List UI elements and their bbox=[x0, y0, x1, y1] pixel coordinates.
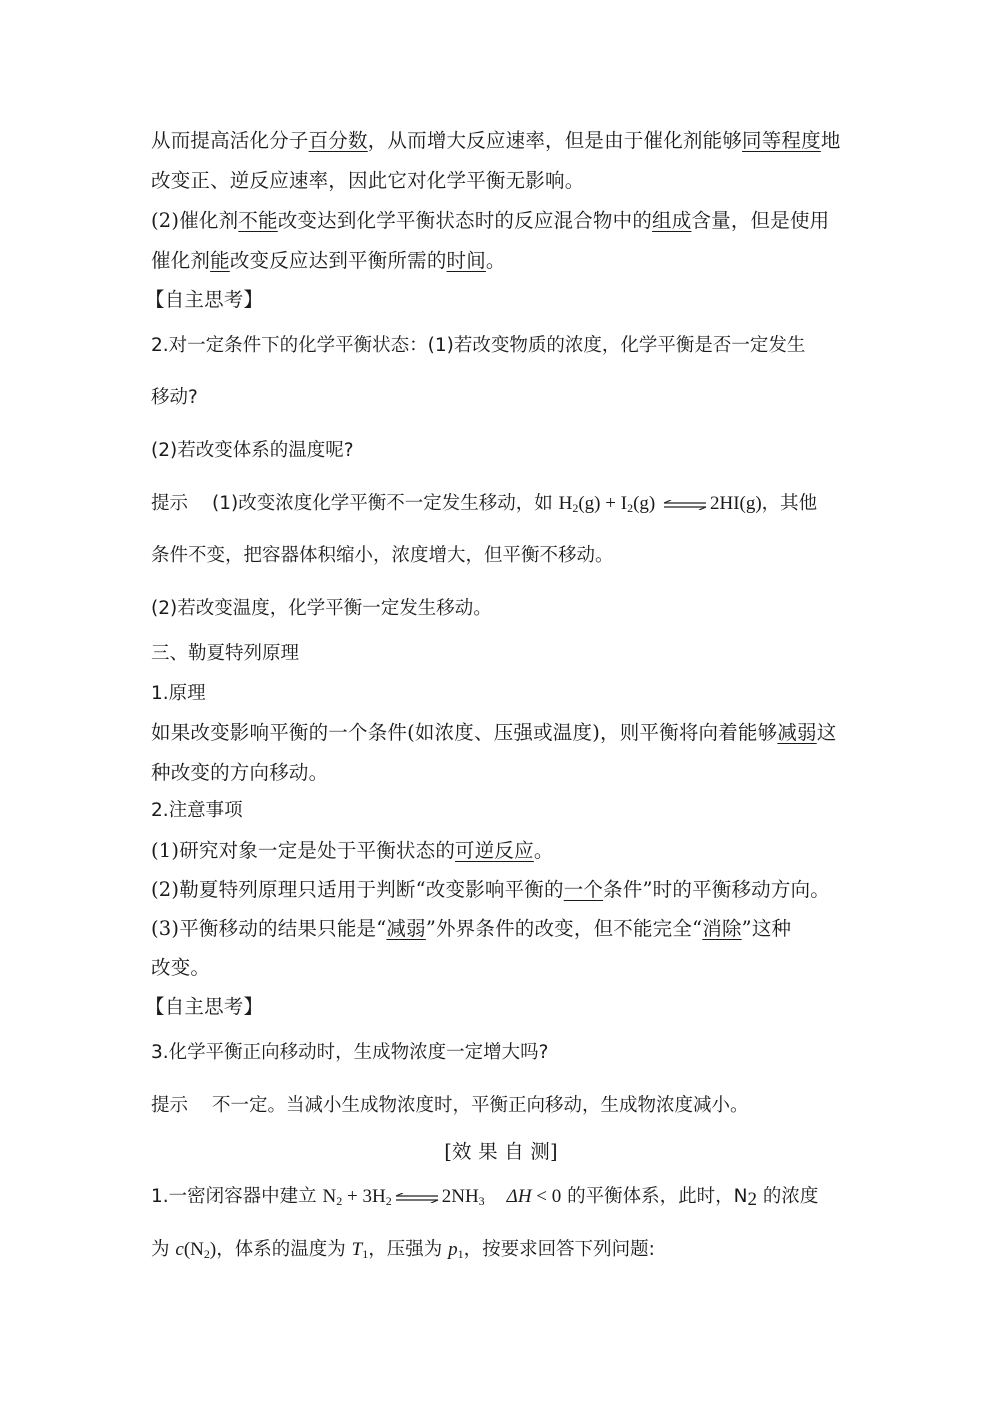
section-title: 三、勒夏特列原理 bbox=[151, 643, 300, 664]
hint-label: 提示 bbox=[151, 493, 189, 514]
think-heading: 【自主思考】 bbox=[145, 995, 264, 1018]
underlined-term: 组成 bbox=[652, 209, 692, 232]
question-2-line: (2)若改变体系的温度呢? bbox=[151, 440, 354, 461]
text-line bbox=[151, 128, 851, 154]
text: ”外界条件的改变，但不能完全“ bbox=[425, 917, 703, 940]
underlined-term: 能 bbox=[210, 249, 230, 272]
text: 条件”时的平衡移动方向。 bbox=[603, 878, 830, 901]
text: ，其他 bbox=[761, 493, 818, 514]
text-line: 改变。 bbox=[151, 956, 211, 979]
text-line bbox=[151, 248, 851, 274]
subsection-title: 2.注意事项 bbox=[151, 800, 243, 821]
hint-label: 提示 bbox=[151, 1095, 189, 1116]
text: 。 bbox=[533, 839, 554, 862]
text-line bbox=[151, 838, 851, 864]
text-line bbox=[151, 877, 851, 903]
text: 。 bbox=[485, 249, 506, 272]
text: ，压强为 bbox=[368, 1239, 449, 1260]
underlined-term: 同等程度 bbox=[742, 129, 821, 152]
self-test-heading: [效 果 自 测] bbox=[444, 1140, 558, 1163]
chemical-equation: $H_2(g) + I_2(g)$ 2HI(g) bbox=[558, 493, 762, 515]
equilibrium-arrow-icon bbox=[394, 1193, 440, 1203]
underlined-term: 减弱 bbox=[777, 721, 817, 744]
underlined-term: 可逆反应 bbox=[455, 839, 534, 862]
text: 的平衡体系，此时，N bbox=[561, 1186, 748, 1207]
hint-2-line bbox=[151, 491, 851, 517]
underlined-term: 减弱 bbox=[386, 917, 426, 940]
chemical-equation: $N_2 + 3H_2$ $2NH_3$ ΔH < 0 bbox=[322, 1186, 562, 1208]
underlined-term: 时间 bbox=[446, 249, 486, 272]
text: 1.一密闭容器中建立 bbox=[151, 1186, 317, 1207]
hint-3-line bbox=[151, 1093, 851, 1119]
text: 从而提高活化分子 bbox=[151, 129, 309, 152]
text: (2)催化剂 bbox=[151, 209, 239, 232]
text: (1)改变浓度化学平衡不一定发生移动，如 bbox=[212, 493, 553, 514]
equilibrium-arrow-icon bbox=[662, 500, 708, 510]
text: 不一定。当减小生成物浓度时，平衡正向移动，生成物浓度减小。 bbox=[212, 1095, 749, 1116]
question-3: 3.化学平衡正向移动时，生成物浓度一定增大吗? bbox=[151, 1042, 549, 1063]
underlined-term: 不能 bbox=[238, 209, 278, 232]
underlined-term: 百分数 bbox=[308, 129, 368, 152]
text: 的浓度 bbox=[757, 1186, 819, 1207]
text: ，按要求回答下列问题: bbox=[463, 1239, 655, 1260]
text: 地 bbox=[820, 129, 841, 152]
text: 催化剂 bbox=[151, 249, 211, 272]
hint-2-line: 条件不变，把容器体积缩小，浓度增大，但平衡不移动。 bbox=[151, 545, 614, 566]
think-heading: 【自主思考】 bbox=[145, 288, 264, 311]
text: (1)研究对象一定是处于平衡状态的 bbox=[151, 839, 456, 862]
text: ，体系的温度为 bbox=[216, 1239, 352, 1260]
exercise-1-line: 1.一密闭容器中建立 $N_2 + 3H_2$ $2NH_3$ ΔH < 0 的平衡体系，此时，$N_2$ 的浓度 bbox=[151, 1186, 819, 1210]
question-2-line: 移动? bbox=[151, 387, 198, 408]
text: 为 bbox=[151, 1239, 176, 1260]
underlined-term: 消除 bbox=[702, 917, 742, 940]
text-line bbox=[151, 916, 851, 942]
exercise-1-line: 为 $c(N_2)$，体系的温度为 $T_1$，压强为 $p_1$，按要求回答下列问题: bbox=[151, 1239, 655, 1261]
text: ，从而增大反应速率，但是由于催化剂能够 bbox=[367, 129, 743, 152]
underlined-term: 一个 bbox=[563, 878, 604, 901]
text: 改变反应达到平衡所需的 bbox=[229, 249, 447, 272]
text: 这 bbox=[816, 721, 837, 744]
question-2-line: 2.对一定条件下的化学平衡状态：(1)若改变物质的浓度，化学平衡是否一定发生 bbox=[151, 335, 806, 356]
hint-2-line: (2)若改变温度，化学平衡一定发生移动。 bbox=[151, 598, 492, 619]
text: (3)平衡移动的结果只能是“ bbox=[151, 917, 387, 940]
text: 含量，但是使用 bbox=[691, 209, 830, 232]
text-line bbox=[151, 208, 851, 234]
subsection-title: 1.原理 bbox=[151, 683, 206, 704]
text: ”这种 bbox=[741, 917, 792, 940]
text: 如果改变影响平衡的一个条件(如浓度、压强或温度)，则平衡将向着能够 bbox=[151, 721, 778, 744]
text: 改变达到化学平衡状态时的反应混合物中的 bbox=[277, 209, 653, 232]
text-line: 改变正、逆反应速率，因此它对化学平衡无影响。 bbox=[151, 169, 585, 192]
text-line bbox=[151, 720, 851, 746]
text-line: 种改变的方向移动。 bbox=[151, 761, 329, 784]
text: (2)勒夏特列原理只适用于判断“改变影响平衡的 bbox=[151, 878, 564, 901]
